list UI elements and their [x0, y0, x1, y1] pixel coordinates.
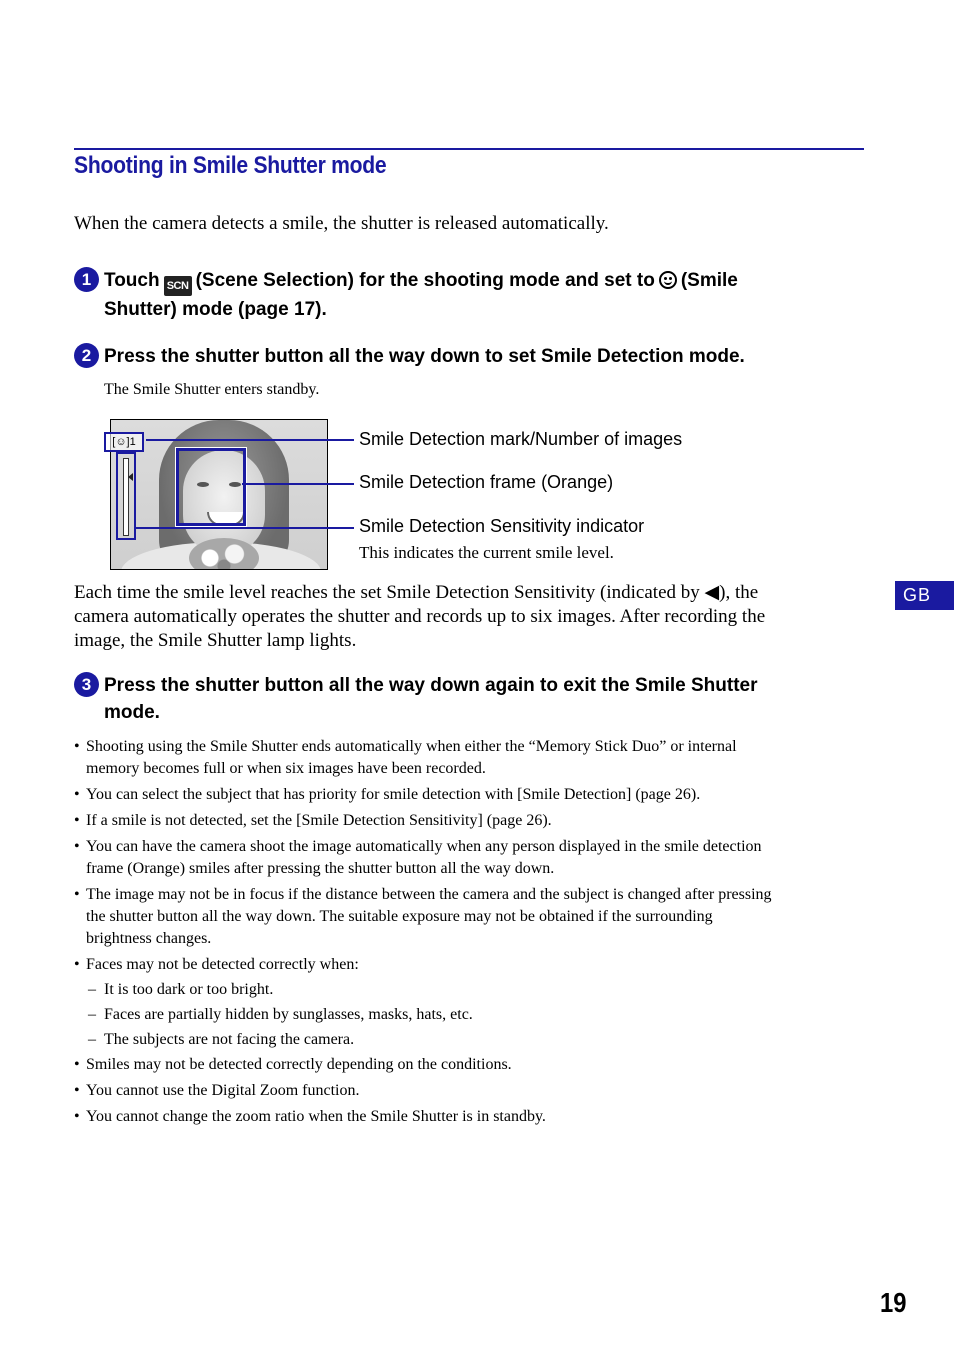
list-item: • Smiles may not be detected correctly depending on the conditions. [74, 1056, 512, 1073]
step-number-2: 2 [74, 343, 99, 368]
list-item: • Shooting using the Smile Shutter ends automatically when either the “Memory Stick Duo” or internal memory becomes full or when six images have been recorded. [74, 738, 737, 777]
smile-shutter-icon [659, 271, 677, 289]
language-tab: GB [895, 581, 954, 610]
sub-list-item: – It is too dark or too bright. [88, 981, 274, 998]
callout-detection-mark: Smile Detection mark/Number of images [359, 429, 683, 449]
list-item: • The image may not be in focus if the distance between the camera and the subject is changed after pressing the shutter button all the way down. The suitable exposure may not be obtained if the surrounding brightness changes. [74, 886, 772, 947]
leader-line-mark [146, 439, 354, 441]
list-item: • If a smile is not detected, set the [Smile Detection Sensitivity] (page 26). [74, 812, 552, 829]
leader-line-sensitivity [136, 527, 354, 529]
callout-detection-frame: Smile Detection frame (Orange) [359, 472, 614, 492]
step-number-3: 3 [74, 672, 99, 697]
section-title: Shooting in Smile Shutter mode [74, 152, 387, 179]
callout-sensitivity: Smile Detection Sensitivity indicator [359, 516, 645, 536]
smile-detection-frame [176, 448, 246, 526]
list-item: • You can select the subject that has priority for smile detection with [Smile Detection] (page 26). [74, 786, 701, 803]
callout-sensitivity-note: This indicates the current smile level. [359, 543, 614, 562]
sensitivity-indicator [116, 452, 136, 540]
photo-flowers [189, 538, 259, 570]
leader-line-frame [242, 483, 354, 485]
list-item: • You can have the camera shoot the image automatically when any person displayed in the smile detection frame (Orange) smiles after pressing the shutter button all the way down. [74, 838, 762, 877]
step-3-text: Press the shutter button all the way down again to exit the Smile Shutter mode. [104, 675, 758, 723]
step-2-text: Press the shutter button all the way down to set Smile Detection mode. [104, 346, 745, 367]
standby-note: The Smile Shutter enters standby. [104, 381, 320, 398]
sub-list-item: – The subjects are not facing the camera. [88, 1031, 355, 1048]
notes-list [74, 736, 874, 1132]
body-paragraph: Each time the smile level reaches the set Smile Detection Sensitivity (indicated by ◀), the camera automatically operates the shutter and records up to six images. After recording the image, the Smile Shutter lamp lights. [74, 582, 766, 651]
scene-selection-icon: SCN [164, 276, 192, 296]
page-number: 19 [880, 1287, 907, 1318]
section-rule [74, 148, 864, 150]
sensitivity-pointer-icon [128, 473, 133, 481]
intro-text: When the camera detects a smile, the shutter is released automatically. [74, 213, 609, 234]
smile-detection-mark: [☺]1 [104, 432, 144, 452]
step-number-1: 1 [74, 267, 99, 292]
list-item: • You cannot use the Digital Zoom function. [74, 1082, 360, 1099]
sub-list-item: – Faces are partially hidden by sunglasses, masks, hats, etc. [88, 1006, 473, 1023]
step-1-text: Touch SCN (Scene Selection) for the shooting mode and set to (Smile Shutter) mode (page 17). [104, 270, 738, 320]
list-item: • Faces may not be detected correctly when: [74, 956, 359, 973]
list-item: • You cannot change the zoom ratio when the Smile Shutter is in standby. [74, 1108, 546, 1125]
